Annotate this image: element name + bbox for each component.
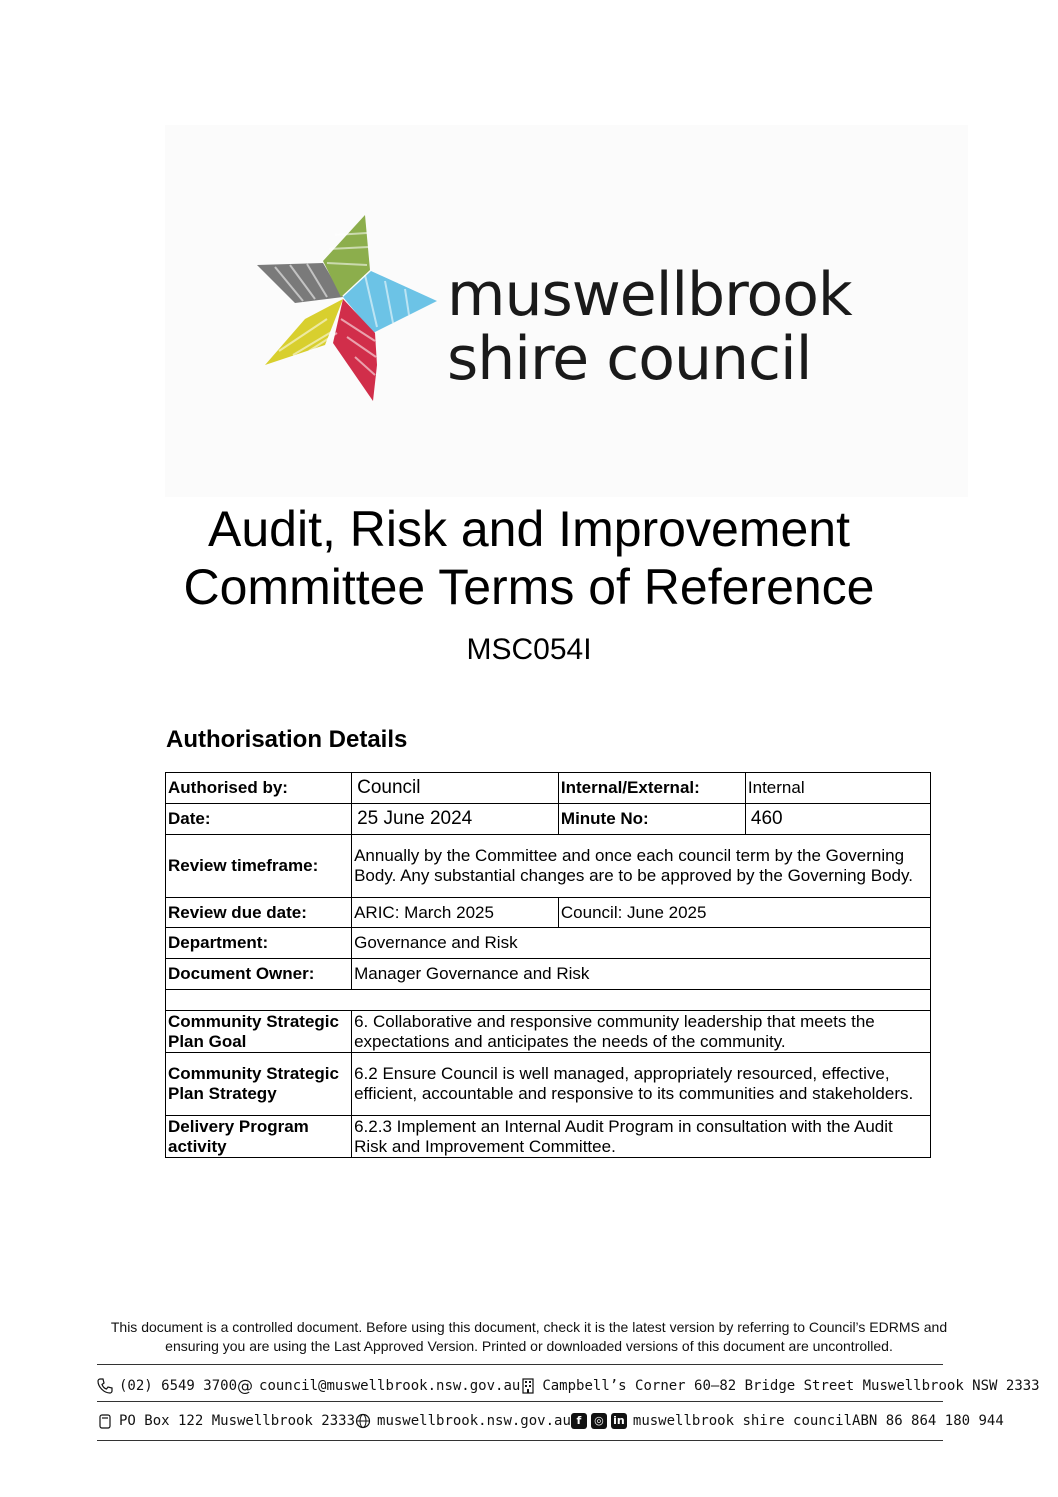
po-box-text: PO Box 122 Muswellbrook 2333 — [119, 1413, 356, 1429]
table-row — [166, 959, 931, 990]
authorised-by-label: Authorised by: — [166, 773, 352, 804]
wordmark-line2: shire council — [447, 324, 812, 394]
table-row-spacer — [166, 990, 931, 1011]
building-icon — [520, 1378, 536, 1394]
wordmark-line1: muswellbrook — [447, 260, 852, 330]
website-text: muswellbrook.nsw.gov.au — [377, 1413, 571, 1429]
title-line1: Audit, Risk and Improvement — [208, 501, 850, 557]
table-row — [166, 1053, 931, 1116]
abn: ABN 86 864 180 944 — [852, 1413, 1004, 1429]
po-box-contact — [97, 1413, 355, 1429]
internal-external-label: Internal/External: — [558, 773, 745, 804]
council-star-logo — [255, 215, 440, 405]
table-row — [166, 928, 931, 959]
authorisation-heading: Authorisation Details — [166, 726, 408, 753]
website-contact[interactable] — [355, 1413, 571, 1429]
spacer-cell — [166, 990, 931, 1011]
delivery-program-label: Delivery Program activity — [166, 1116, 352, 1158]
table-row — [166, 1116, 931, 1158]
review-timeframe-label: Review timeframe: — [166, 835, 352, 898]
council-wordmark — [447, 260, 852, 394]
review-timeframe-value: Annually by the Committee and once each council term by the Governing Body. Any substantial changes are to be approved by the Governing Body. — [352, 835, 931, 898]
csp-goal-label: Community Strategic Plan Goal — [166, 1011, 352, 1053]
table-row — [166, 1011, 931, 1053]
address-text: Campbell’s Corner 60–82 Bridge Street Muswellbrook NSW 2333 — [542, 1377, 1040, 1394]
footer-divider — [97, 1401, 943, 1402]
social-contact[interactable] — [571, 1413, 852, 1429]
document-owner-label: Document Owner: — [166, 959, 352, 990]
phone-contact[interactable] — [97, 1378, 237, 1394]
internal-external-value: Internal — [745, 773, 930, 804]
globe-icon — [355, 1413, 371, 1429]
at-icon: @ — [237, 1376, 254, 1395]
email-contact[interactable] — [237, 1376, 520, 1395]
date-value: 25 June 2024 — [352, 804, 559, 835]
csp-strategy-label: Community Strategic Plan Strategy — [166, 1053, 352, 1116]
date-label: Date: — [166, 804, 352, 835]
title-line2: Committee Terms of Reference — [183, 559, 875, 615]
review-due-aric: ARIC: March 2025 — [352, 898, 559, 928]
controlled-document-note: This document is a controlled document. Before using this document, check it is the latest version by referring to Council’s EDRMS and ensuring you are using the Last Approved Version. Printed or downloaded versions of this document are uncontrolled. — [110, 1319, 948, 1354]
minute-no-label: Minute No: — [558, 804, 745, 835]
address-contact — [520, 1378, 1039, 1394]
document-number: MSC054I — [466, 633, 592, 666]
table-row — [166, 804, 931, 835]
review-due-council: Council: June 2025 — [558, 898, 930, 928]
review-due-label: Review due date: — [166, 898, 352, 928]
table-row — [166, 898, 931, 928]
social-icons — [571, 1413, 627, 1429]
document-title — [0, 500, 1058, 616]
facebook-icon[interactable]: f — [571, 1413, 587, 1429]
department-label: Department: — [166, 928, 352, 959]
mailbox-icon — [97, 1413, 113, 1429]
linkedin-icon[interactable]: in — [611, 1413, 627, 1429]
table-row — [166, 835, 931, 898]
document-owner-value: Manager Governance and Risk — [352, 959, 931, 990]
minute-no-value: 460 — [745, 804, 930, 835]
footer-divider — [97, 1364, 943, 1365]
footer-divider — [97, 1440, 943, 1441]
instagram-icon[interactable]: ◎ — [591, 1413, 607, 1429]
table-row — [166, 773, 931, 804]
contact-row-2 — [97, 1413, 1004, 1429]
csp-strategy-value: 6.2 Ensure Council is well managed, appropriately resourced, effective, efficient, accountable and responsive to its communities and stakeholders. — [352, 1053, 931, 1116]
authorisation-table — [165, 772, 931, 1158]
delivery-program-value: 6.2.3 Implement an Internal Audit Program in consultation with the Audit Risk and Improvement Committee. — [352, 1116, 931, 1158]
email-text: council@muswellbrook.nsw.gov.au — [259, 1377, 521, 1394]
contact-row-1 — [97, 1376, 1040, 1395]
social-name-text: muswellbrook shire council — [632, 1413, 853, 1429]
phone-text: (02) 6549 3700 — [119, 1377, 238, 1394]
department-value: Governance and Risk — [352, 928, 931, 959]
logo-banner — [165, 125, 968, 497]
authorised-by-value: Council — [352, 773, 559, 804]
csp-goal-value: 6. Collaborative and responsive community leadership that meets the expectations and anticipates the needs of the community. — [352, 1011, 931, 1053]
phone-icon — [97, 1378, 113, 1394]
